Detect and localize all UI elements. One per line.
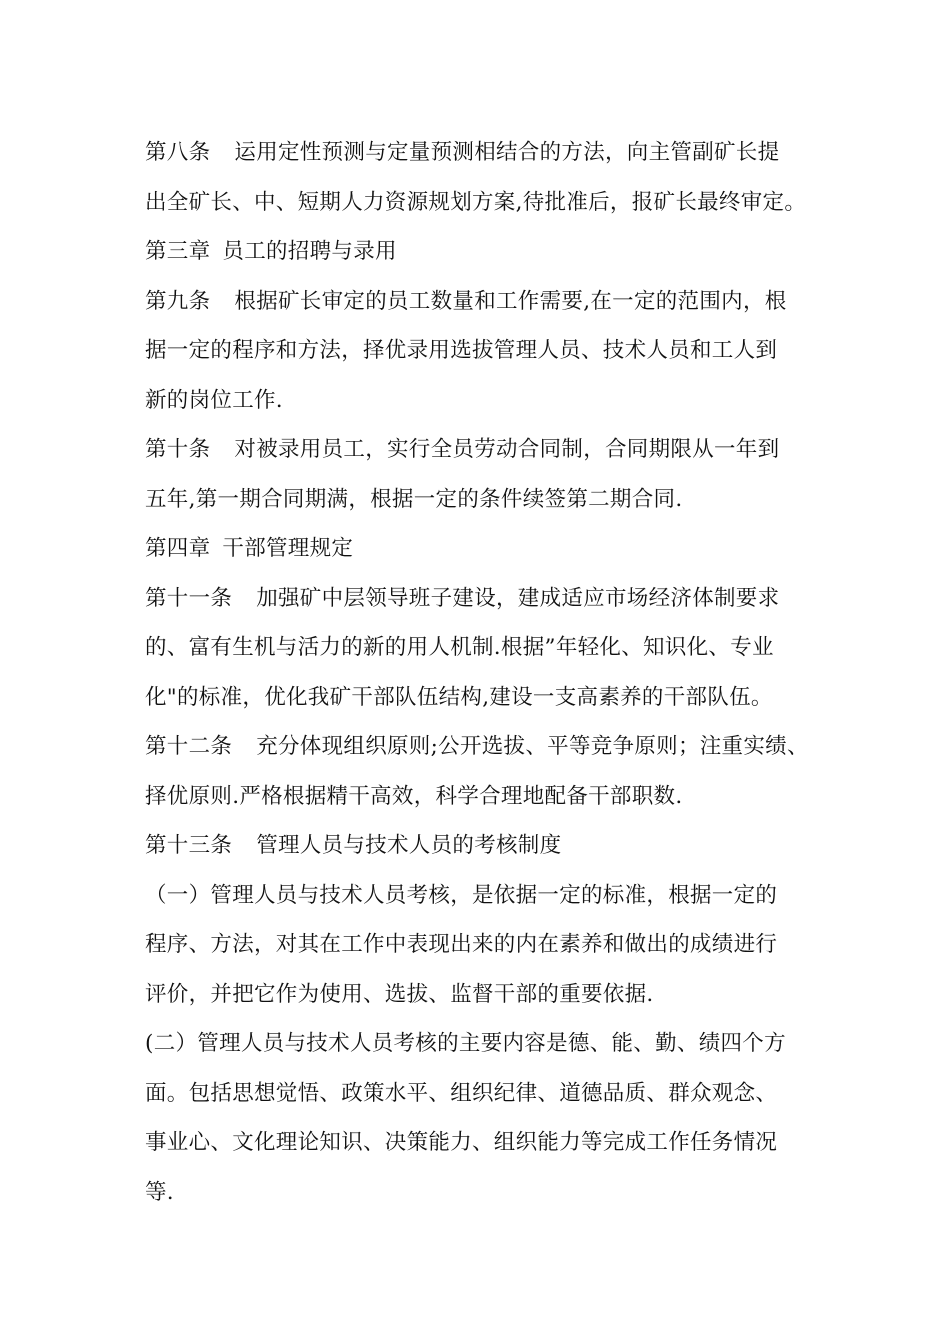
article-11-text-end: 化"的标准，优化我矿干部队伍结构,建设一支高素养的干部队伍。 — [145, 684, 773, 710]
article-8-text: 运用定性预测与定量预测相结合的方法，向主管副矿长提 — [234, 140, 780, 165]
clause-2-line-3 — [145, 1118, 835, 1168]
article-13-title — [145, 821, 835, 871]
article-9-text-cont: 据一定的程序和方法，择优录用选拔管理人员、技术人员和工人到 — [145, 338, 778, 363]
article-9-line-3 — [145, 376, 835, 426]
article-8-line-2 — [145, 178, 835, 228]
clause-2-text-cont: 面。包括思想觉悟、政策水平、组织纪律、道德品质、群众观念、 — [145, 1080, 778, 1106]
article-10-line-1 — [145, 425, 835, 475]
article-13-text: 管理人员与技术人员的考核制度 — [256, 833, 562, 858]
chapter-3-title — [145, 227, 835, 277]
clause-2-text-end: 等. — [145, 1179, 174, 1205]
clause-1-text-cont: 程序、方法，对其在工作中表现出来的内在素养和做出的成绩进行 — [145, 932, 778, 957]
article-10-line-2 — [145, 475, 835, 525]
article-9-line-2 — [145, 326, 835, 376]
article-12-line-2 — [145, 772, 835, 822]
clause-2-line-2 — [145, 1069, 835, 1119]
article-11-line-1 — [145, 574, 835, 624]
chapter-3-text: 员工的招聘与录用 — [222, 239, 397, 264]
article-12-text: 充分体现组织原则;公开选拔、平等竞争原则；注重实绩、 — [256, 734, 809, 759]
article-9-line-1 — [145, 277, 835, 327]
document-body — [145, 128, 835, 1217]
article-10-heading: 第十条 — [145, 437, 211, 462]
clause-1-text-end: 评价，并把它作为使用、选拔、监督干部的重要依据. — [145, 981, 654, 1007]
clause-1-line-2 — [145, 920, 835, 970]
article-9-text: 根据矿长审定的员工数量和工作需要,在一定的范围内，根 — [234, 288, 787, 314]
article-12-heading: 第十二条 — [145, 734, 233, 759]
article-12-text-cont: 择优原则.严格根据精干高效，科学合理地配备干部职数. — [145, 783, 683, 809]
chapter-3-heading: 第三章 — [145, 239, 211, 264]
chapter-4-heading: 第四章 — [145, 536, 211, 561]
article-13-heading: 第十三条 — [145, 833, 233, 858]
clause-2-text: (二）管理人员与技术人员考核的主要内容是德、能、勤、绩四个方 — [145, 1031, 786, 1056]
article-9-heading: 第九条 — [145, 288, 211, 314]
article-10-text: 对被录用员工，实行全员劳动合同制，合同期限从一年到 — [234, 437, 780, 462]
article-11-text-cont: 的、富有生机与活力的新的用人机制.根据”年轻化、知识化、专业 — [145, 635, 774, 660]
article-8-line-1 — [145, 128, 835, 178]
chapter-4-title — [145, 524, 835, 574]
clause-1-line-1 — [145, 871, 835, 921]
article-9-text-end: 新的岗位工作. — [145, 387, 283, 413]
clause-1-line-3 — [145, 970, 835, 1020]
chapter-4-text: 干部管理规定 — [222, 536, 354, 561]
article-12-line-1 — [145, 722, 835, 772]
clause-1-text: （一）管理人员与技术人员考核，是依据一定的标准，根据一定的 — [145, 882, 778, 908]
article-11-line-2 — [145, 623, 835, 673]
article-10-text-cont: 五年,第一期合同期满，根据一定的条件续签第二期合同. — [145, 486, 683, 512]
article-11-heading: 第十一条 — [145, 585, 233, 611]
clause-2-line-1 — [145, 1019, 835, 1069]
article-11-text: 加强矿中层领导班子建设，建成适应市场经济体制要求 — [256, 585, 780, 611]
article-8-text-cont: 出全矿长、中、短期人力资源规划方案,待批准后，报矿长最终审定。 — [145, 189, 807, 215]
clause-2-line-4 — [145, 1168, 835, 1218]
article-11-line-3 — [145, 673, 835, 723]
clause-2-text-cont-2: 事业心、文化理论知识、决策能力、组织能力等完成工作任务情况 — [145, 1130, 778, 1155]
article-8-heading: 第八条 — [145, 140, 211, 165]
